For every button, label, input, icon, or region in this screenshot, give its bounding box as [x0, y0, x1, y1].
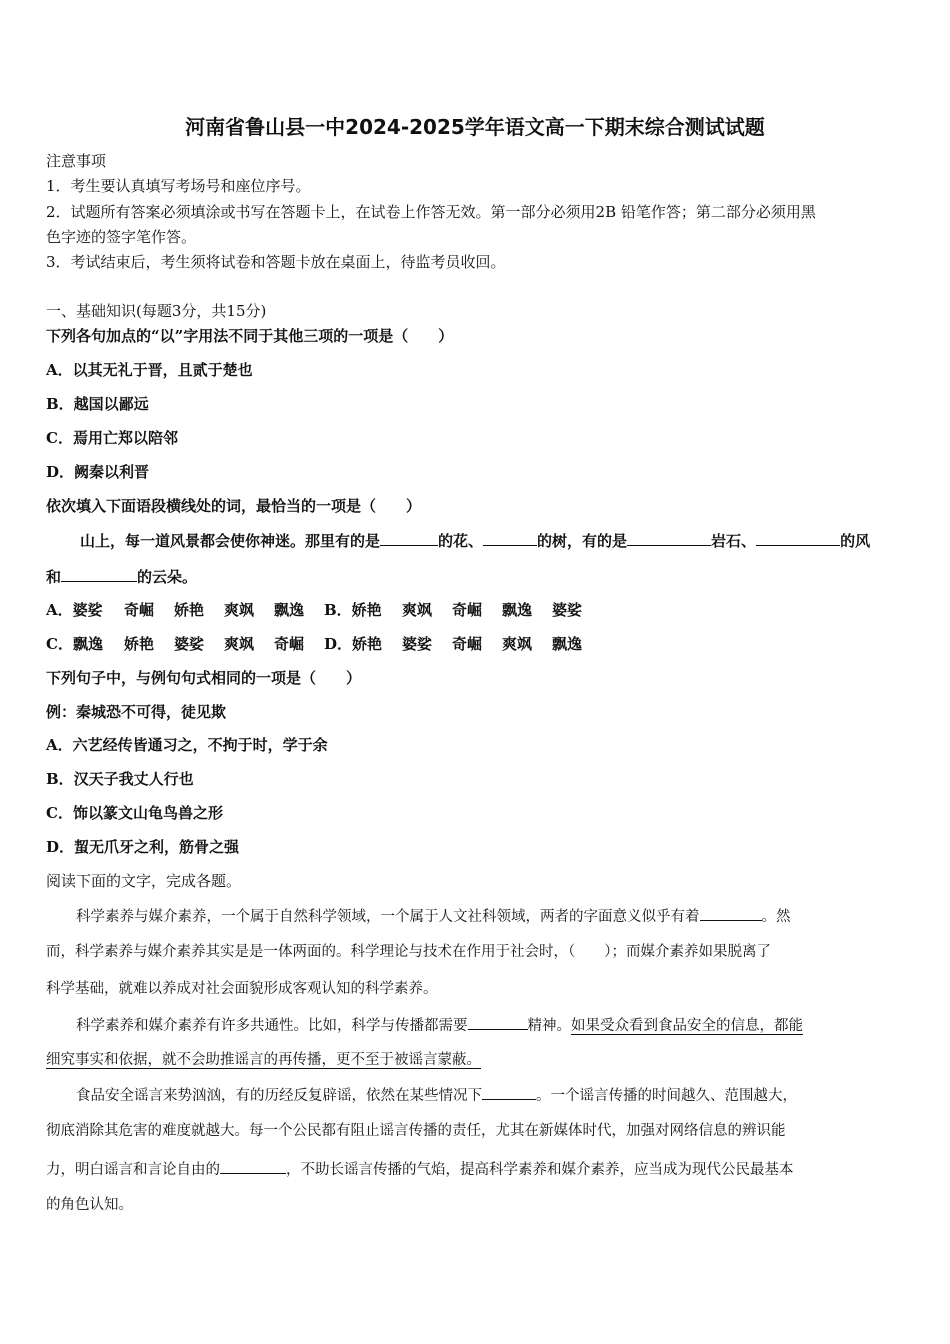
- reading-p2-line-1: 科学素养和媒介素养有许多共通性。比如，科学与传播都需要 精神。如果受众看到食品安全的信息，都能: [76, 1014, 904, 1036]
- q2-options-row-1: A．婆娑 奇崛 娇艳 爽飒 飘逸 B．娇艳 爽飒 奇崛 飘逸 婆娑: [46, 601, 583, 619]
- q3-option-c: C．饰以篆文山龟鸟兽之形: [46, 804, 223, 822]
- reading-p3-line-4: 的角色认知。: [46, 1197, 133, 1213]
- reading-intro: 阅读下面的文字，完成各题。: [46, 872, 242, 890]
- q1-stem: 下列各句加点的“以”字用法不同于其他三项的一项是（ ）: [46, 327, 454, 345]
- page-title: 河南省鲁山县一中2024-2025学年语文高一下期末综合测试试题: [185, 115, 765, 139]
- q3-option-b: B．汉天子我丈人行也: [46, 770, 194, 788]
- q1-option-b: B．越国以鄙远: [46, 395, 149, 413]
- notice-item-2-cont: 色字迹的签字笔作答。: [46, 228, 197, 246]
- notice-item-2: 2．试题所有答案必须填涂或书写在答题卡上，在试卷上作答无效。第一部分必须用2B 铅笔作答；第二部分必须用黑: [46, 203, 816, 221]
- section-heading: 一、基础知识(每题3分，共15分): [46, 302, 267, 320]
- q2-stem: 依次填入下面语段横线处的词，最恰当的一项是（ ）: [46, 497, 422, 515]
- q1-option-c: C．焉用亡郑以陪邻: [46, 429, 178, 447]
- reading-p1-line-1: 科学素养与媒介素养，一个属于自然科学领域，一个属于人文社科领域，两者的字面意义似乎有着 。然: [76, 905, 904, 927]
- notice-heading: 注意事项: [46, 152, 107, 170]
- q3-example: 例：秦城恐不可得，徒见欺: [46, 703, 227, 721]
- q2-options-row-2: C．飘逸 娇艳 婆娑 爽飒 奇崛 D．娇艳 婆娑 奇崛 爽飒 飘逸: [46, 635, 583, 653]
- q2-passage-line-1: 山上，每一道风景都会使你神迷。那里有的是 的花、 的树，有的是 岩石、 的风: [80, 532, 871, 550]
- reading-p3-line-2: 彻底消除其危害的难度就越大。每一个公民都有阻止谣言传播的责任，尤其在新媒体时代，加强对网络信息的辨识能: [46, 1123, 786, 1139]
- notice-item-1: 1．考生要认真填写考场号和座位序号。: [46, 177, 311, 195]
- q1-option-a: A．以其无礼于晋，且贰于楚也: [46, 361, 253, 379]
- reading-p1-line-2: 而，科学素养与媒介素养其实是是一体两面的。科学理论与技术在作用于社会时，（ ）；而媒介素养如果脱离了: [46, 944, 771, 960]
- reading-p2-line-2: 细究事实和依据，就不会助推谣言的再传播，更不至于被谣言蒙蔽。: [46, 1052, 481, 1068]
- q3-stem: 下列句子中，与例句句式相同的一项是（ ）: [46, 669, 362, 687]
- reading-p3-line-1: 食品安全谣言来势汹汹，有的历经反复辟谣，依然在某些情况下 。一个谣言传播的时间越久、范围越大，: [76, 1084, 904, 1106]
- notice-item-3: 3．考试结束后，考生须将试卷和答题卡放在桌面上，待监考员收回。: [46, 253, 506, 271]
- q2-passage-line-2: 和 的云朵。: [46, 568, 198, 586]
- reading-p3-line-3: 力，明白谣言和言论自由的 ，不助长谣言传播的气焰，提高科学素养和媒介素养，应当成为现代公民最基本: [46, 1158, 904, 1180]
- q3-option-a: A．六艺经传皆通习之，不拘于时，学于余: [46, 736, 328, 754]
- reading-p1-line-3: 科学基础，就难以养成对社会面貌形成客观认知的科学素养。: [46, 981, 438, 997]
- q1-option-d: D．阙秦以利晋: [46, 463, 150, 481]
- q3-option-d: D．蛪无爪牙之利，筋骨之强: [46, 838, 240, 856]
